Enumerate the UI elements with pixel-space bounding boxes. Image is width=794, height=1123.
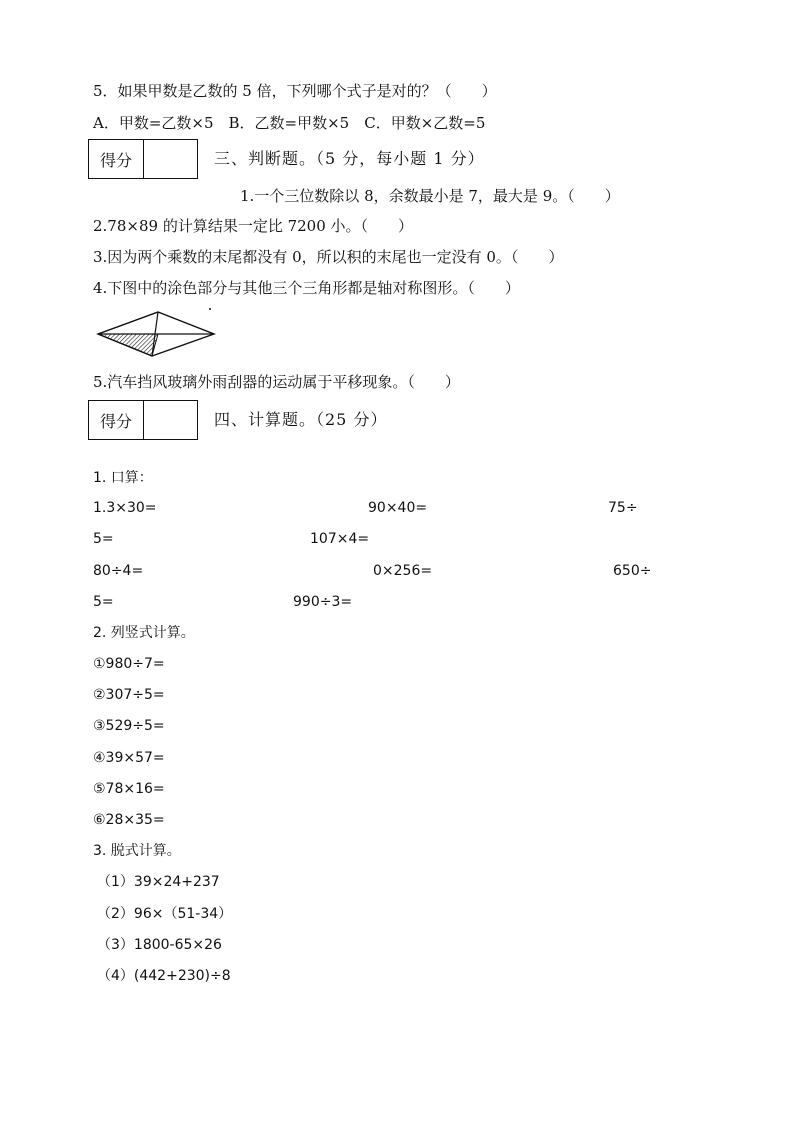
stepwise-item-1: （1）39×24+237 <box>97 874 220 890</box>
vertical-heading: 2. 列竖式计算。 <box>93 625 195 641</box>
stepwise-item-4: （4）(442+230)÷8 <box>97 968 231 984</box>
vertical-item-1: ①980÷7= <box>93 656 165 672</box>
section4-title: 四、计算题。（25 分） <box>214 410 388 429</box>
oral-heading: 1. 口算： <box>93 470 153 486</box>
oral-row4-b: 990÷3= <box>293 594 353 610</box>
question-5: 5．如果甲数是乙数的 5 倍，下列哪个式子是对的？（ ） <box>93 82 497 100</box>
judge-item-3: 3.因为两个乘数的末尾都没有 0，所以积的末尾也一定没有 0。（ ） <box>93 248 564 266</box>
stepwise-item-2: （2）96×（51-34） <box>97 906 233 922</box>
judge-item-1: 1.一个三位数除以 8，余数最小是 7，最大是 9。（ ） <box>240 187 620 205</box>
oral-row4-a: 5= <box>93 594 114 610</box>
oral-row3-b: 0×256= <box>373 563 433 579</box>
vertical-item-5: ⑤78×16= <box>93 781 165 797</box>
score-label: 得分 <box>89 140 144 178</box>
kite-extra-line <box>98 312 158 334</box>
stepwise-heading: 3. 脱式计算。 <box>93 843 181 859</box>
vertical-item-6: ⑥28×35= <box>93 812 165 828</box>
oral-row1-c: 75÷ <box>608 500 638 516</box>
judge-item-4: 4.下图中的涂色部分与其他三个三角形都是轴对称图形。（ ） <box>93 279 520 297</box>
oral-row2-a: 5= <box>93 531 114 547</box>
oral-row3-a: 80÷4= <box>93 563 144 579</box>
vertical-item-4: ④39×57= <box>93 750 165 766</box>
oral-row1-b: 90×40= <box>368 500 428 516</box>
judge-item-2: 2.78×89 的计算结果一定比 7200 小。（ ） <box>93 217 414 235</box>
vertical-item-2: ②307÷5= <box>93 687 165 703</box>
oral-row3-c: 650÷ <box>613 563 652 579</box>
vertical-item-3: ③529÷5= <box>93 718 165 734</box>
question-5-options: A．甲数=乙数×5 B．乙数=甲数×5 C．甲数×乙数=5 <box>93 114 486 132</box>
score-box-section3 <box>88 139 198 179</box>
judge-item-5: 5.汽车挡风玻璃外雨刮器的运动属于平移现象。（ ） <box>93 373 460 391</box>
kite-triangles-figure <box>92 306 222 362</box>
score-label: 得分 <box>89 401 144 439</box>
score-box-section4 <box>88 400 198 440</box>
section3-title: 三、判断题。（5 分，每小题 1 分） <box>214 149 485 168</box>
oral-row2-b: 107×4= <box>310 531 370 547</box>
oral-row1-a: 1.3×30= <box>93 500 157 516</box>
stepwise-item-3: （3）1800-65×26 <box>97 937 222 953</box>
